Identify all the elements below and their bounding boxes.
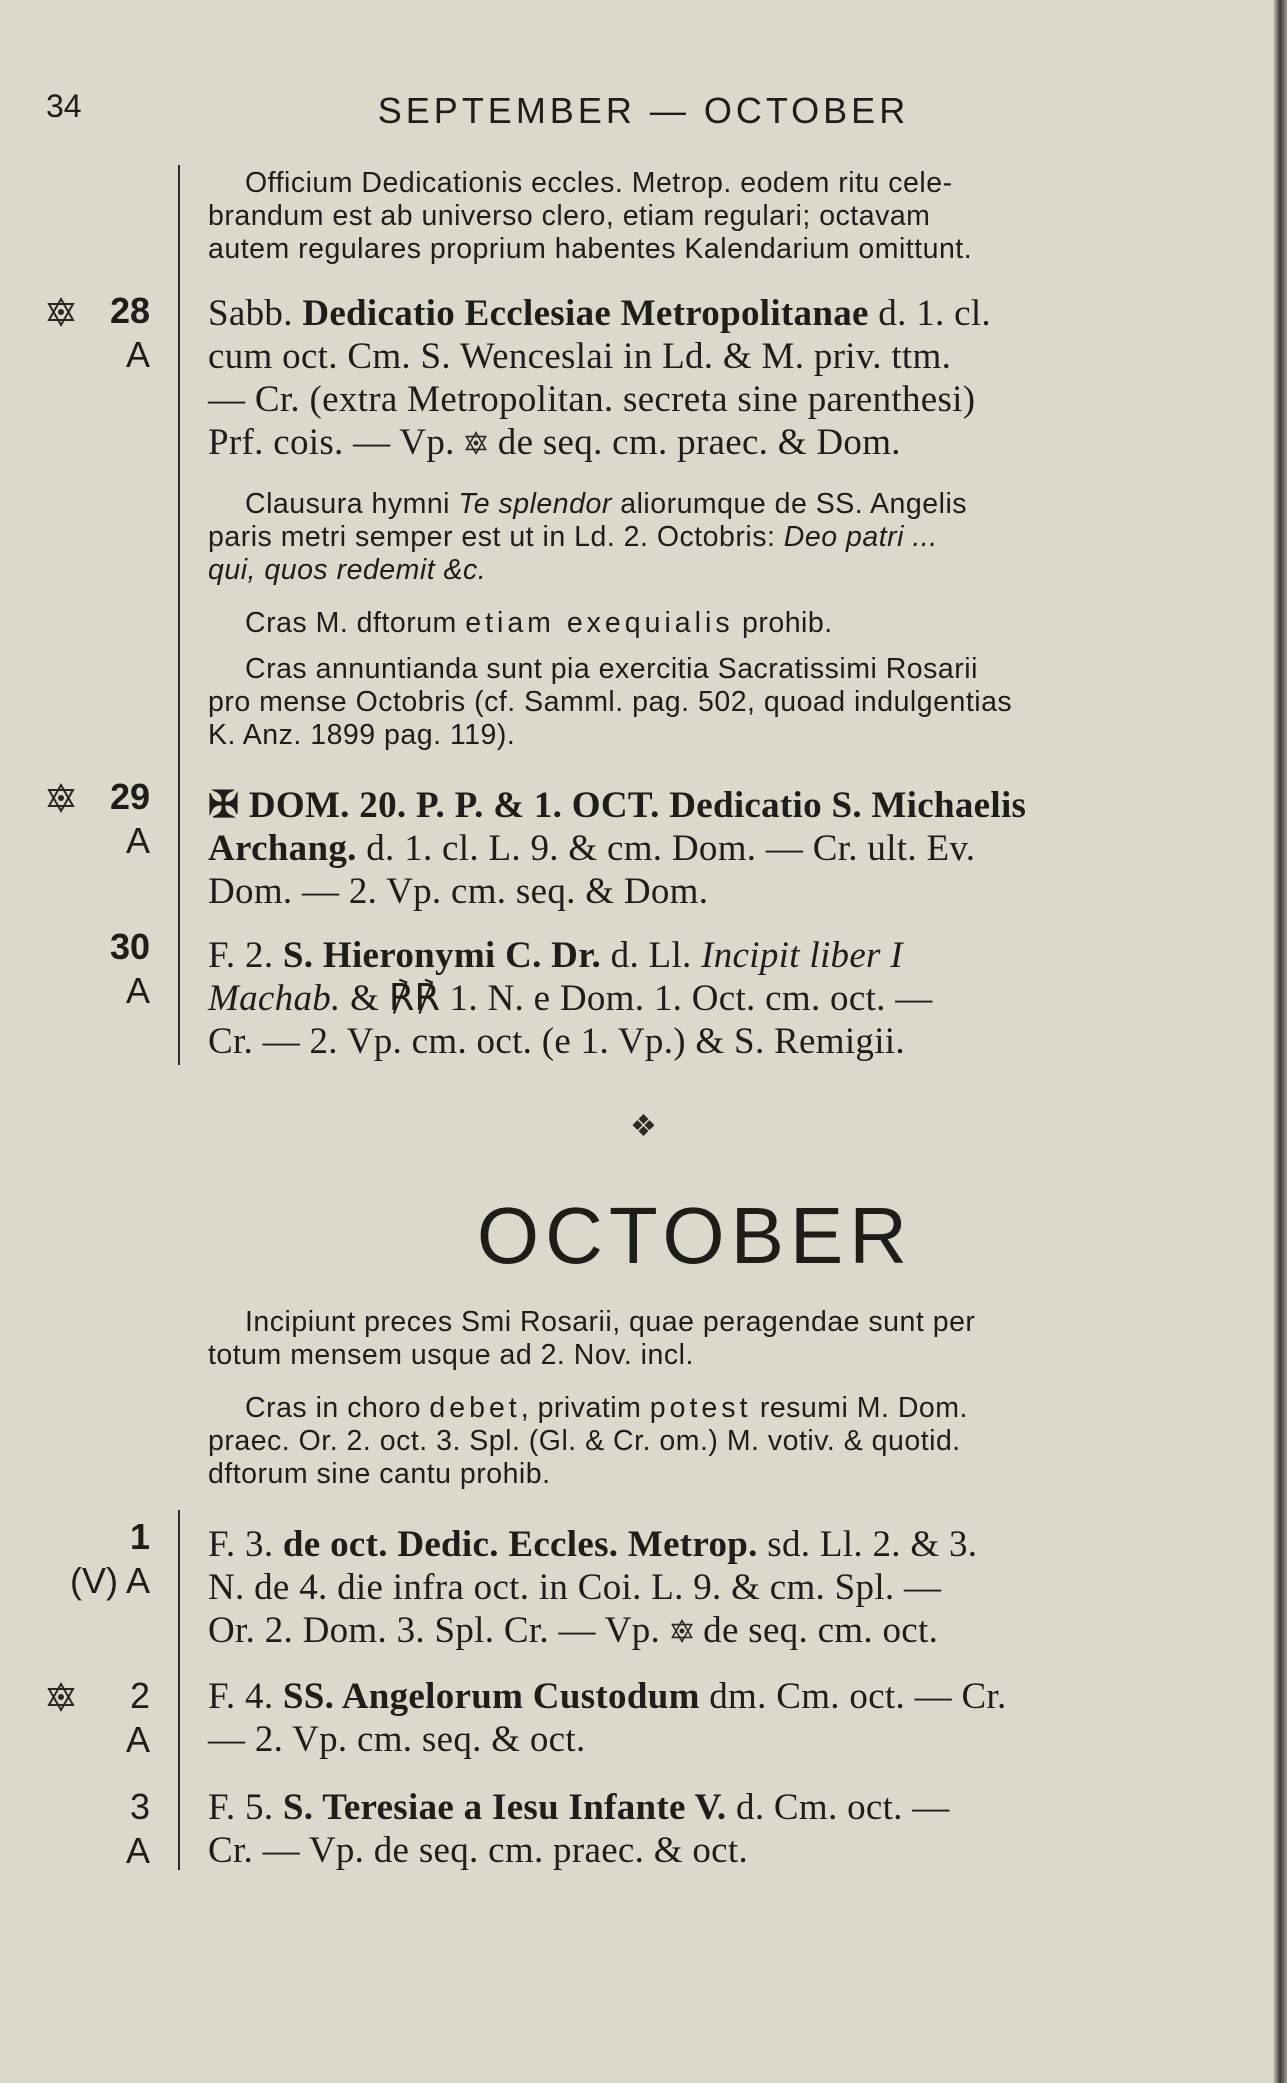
cross-icon: ✠ bbox=[208, 785, 240, 826]
entry-28-line-4 bbox=[208, 421, 901, 464]
entry-29-line-1 bbox=[208, 784, 1026, 827]
note-line: K. Anz. 1899 pag. 119). bbox=[208, 719, 516, 751]
note-cras-m bbox=[245, 607, 833, 639]
day-date-29: 29 bbox=[109, 776, 150, 817]
feast-title: Dedicatio Ecclesiae Metropolitanae bbox=[302, 293, 869, 334]
page-number: 34 bbox=[46, 88, 82, 124]
note-line: pro mense Octobris (cf. Samml. pag. 502, quoad indulgentias bbox=[208, 686, 1013, 718]
note-choro-line-2: praec. Or. 2. oct. 3. Spl. (Gl. & Cr. om.) M. votiv. & quotid. bbox=[208, 1425, 961, 1457]
day-letter-1: (V) A bbox=[69, 1560, 150, 1601]
day-date-3: 3 bbox=[129, 1786, 150, 1827]
entry-3-line-2: Cr. — Vp. de seq. cm. praec. & oct. bbox=[208, 1830, 749, 1871]
note-text: paris metri semper est ut in Ld. 2. Octobris: bbox=[208, 521, 784, 553]
entry-1-line-1 bbox=[208, 1523, 977, 1566]
running-title: SEPTEMBER — OCTOBER bbox=[377, 90, 910, 131]
entry-text: F. 4. bbox=[208, 1676, 283, 1717]
entry-text: F. 2. bbox=[208, 935, 283, 976]
day-letter-29: A bbox=[125, 820, 150, 861]
entry-text: d. 1. cl. bbox=[868, 293, 991, 334]
entry-1-line-3 bbox=[208, 1609, 938, 1652]
entry-2-line-2: — 2. Vp. cm. seq. & oct. bbox=[208, 1719, 586, 1760]
day-date-28: 28 bbox=[109, 290, 150, 331]
day-date-1: 1 bbox=[129, 1516, 150, 1557]
note-emphasis: potest bbox=[649, 1392, 752, 1424]
hymn-incipit: qui, quos redemit &c. bbox=[208, 554, 487, 586]
entry-28-line-2: cum oct. Cm. S. Wenceslai in Ld. & M. priv. ttm. bbox=[208, 336, 952, 377]
entry-28-line-1 bbox=[208, 292, 991, 335]
note-text: prohib. bbox=[733, 607, 833, 639]
page-edge bbox=[1273, 0, 1287, 2083]
entry-1-line-2: N. de 4. die infra oct. in Coi. L. 9. & cm. Spl. — bbox=[208, 1567, 942, 1608]
lesson-incipit: Machab. bbox=[208, 978, 341, 1019]
entry-text: Sabb. bbox=[208, 293, 303, 334]
entry-text: Or. 2. Dom. 3. Spl. Cr. — Vp. bbox=[208, 1610, 670, 1651]
note-text: Cras in choro bbox=[245, 1392, 430, 1424]
feast-title: DOM. 20. P. P. & 1. OCT. Dedicatio S. Michaelis bbox=[239, 785, 1027, 826]
note-line: totum mensem usque ad 2. Nov. incl. bbox=[208, 1339, 694, 1371]
hexagram-icon bbox=[670, 1619, 694, 1643]
entry-30-line-3: Cr. — 2. Vp. cm. oct. (e 1. Vp.) & S. Remigii. bbox=[208, 1021, 905, 1062]
day-letter-3: A bbox=[125, 1830, 150, 1871]
entry-29-line-3: Dom. — 2. Vp. cm. seq. & Dom. bbox=[208, 871, 709, 912]
day-date-30: 30 bbox=[109, 926, 150, 967]
hymn-incipit: Te splendor bbox=[458, 488, 612, 520]
entry-text: de seq. cm. praec. & Dom. bbox=[488, 422, 901, 463]
feast-title: S. Teresiae a Iesu Infante V. bbox=[282, 1787, 727, 1828]
note-clausura-line-1 bbox=[245, 488, 967, 520]
note-text: aliorumque de SS. Angelis bbox=[611, 488, 968, 520]
entry-text: Prf. cois. — Vp. bbox=[208, 422, 465, 463]
feast-title: S. Hieronymi C. Dr. bbox=[282, 935, 602, 976]
column-rule-lower bbox=[178, 1510, 180, 1870]
feast-title: Archang. bbox=[208, 828, 357, 869]
entry-text: d. Ll. bbox=[601, 935, 702, 976]
entry-30-line-1 bbox=[208, 934, 903, 977]
note-clausura-line-3 bbox=[208, 554, 486, 586]
note-clausura-line-2 bbox=[208, 521, 938, 553]
entry-3-line-1 bbox=[208, 1786, 950, 1829]
entry-text: sd. Ll. 2. & 3. bbox=[757, 1524, 978, 1565]
note-line: Incipiunt preces Smi Rosarii, quae peragendae sunt per bbox=[245, 1306, 976, 1338]
feast-title: SS. Angelorum Custodum bbox=[282, 1676, 700, 1717]
entry-text: d. 1. cl. L. 9. & cm. Dom. — Cr. ult. Ev. bbox=[356, 828, 976, 869]
entry-text: F. 5. bbox=[208, 1787, 283, 1828]
hymn-incipit: Deo patri ... bbox=[783, 521, 938, 553]
entry-2-line-1 bbox=[208, 1675, 1007, 1718]
entry-29-line-2 bbox=[208, 827, 975, 870]
day-date-2: 2 bbox=[129, 1675, 150, 1716]
feast-title: de oct. Dedic. Eccles. Metrop. bbox=[282, 1524, 758, 1565]
entry-text: d. Cm. oct. — bbox=[726, 1787, 950, 1828]
note-line: brandum est ab universo clero, etiam regulari; octavam bbox=[208, 200, 931, 232]
entry-text: F. 3. bbox=[208, 1524, 283, 1565]
month-title: OCTOBER bbox=[476, 1191, 914, 1280]
entry-28-line-3: — Cr. (extra Metropolitan. secreta sine parenthesi) bbox=[208, 379, 976, 420]
note-text: Clausura hymni bbox=[245, 488, 459, 520]
note-emphasis: etiam exequialis bbox=[465, 607, 734, 639]
note-text: resumi M. Dom. bbox=[751, 1392, 968, 1424]
entry-text: dm. Cm. oct. — Cr. bbox=[699, 1676, 1007, 1717]
lesson-incipit: Incipit liber I bbox=[701, 935, 903, 976]
entry-text: de seq. cm. oct. bbox=[693, 1610, 939, 1651]
entry-text: & ℟℟ 1. N. e Dom. 1. Oct. cm. oct. — bbox=[340, 978, 933, 1019]
note-text: , privatim bbox=[520, 1392, 650, 1424]
entry-30-line-2 bbox=[208, 977, 933, 1020]
note-line: autem regulares proprium habentes Kalendarium omittunt. bbox=[208, 233, 973, 265]
day-letter-2: A bbox=[125, 1719, 150, 1760]
column-rule-upper bbox=[178, 165, 180, 1065]
day-letter-30: A bbox=[125, 970, 150, 1011]
note-text: Cras M. dftorum bbox=[245, 607, 466, 639]
ornament-divider: ❖ bbox=[630, 1110, 657, 1143]
day-letter-28: A bbox=[125, 334, 150, 375]
hexagram-icon bbox=[464, 431, 488, 455]
note-line: Cras annuntianda sunt pia exercitia Sacratissimi Rosarii bbox=[245, 653, 978, 685]
note-choro-line-3: dftorum sine cantu prohib. bbox=[208, 1458, 551, 1490]
note-emphasis: debet bbox=[429, 1392, 521, 1424]
note-choro-line-1 bbox=[245, 1392, 968, 1424]
note-line: Officium Dedicationis eccles. Metrop. eodem ritu cele- bbox=[245, 167, 953, 199]
